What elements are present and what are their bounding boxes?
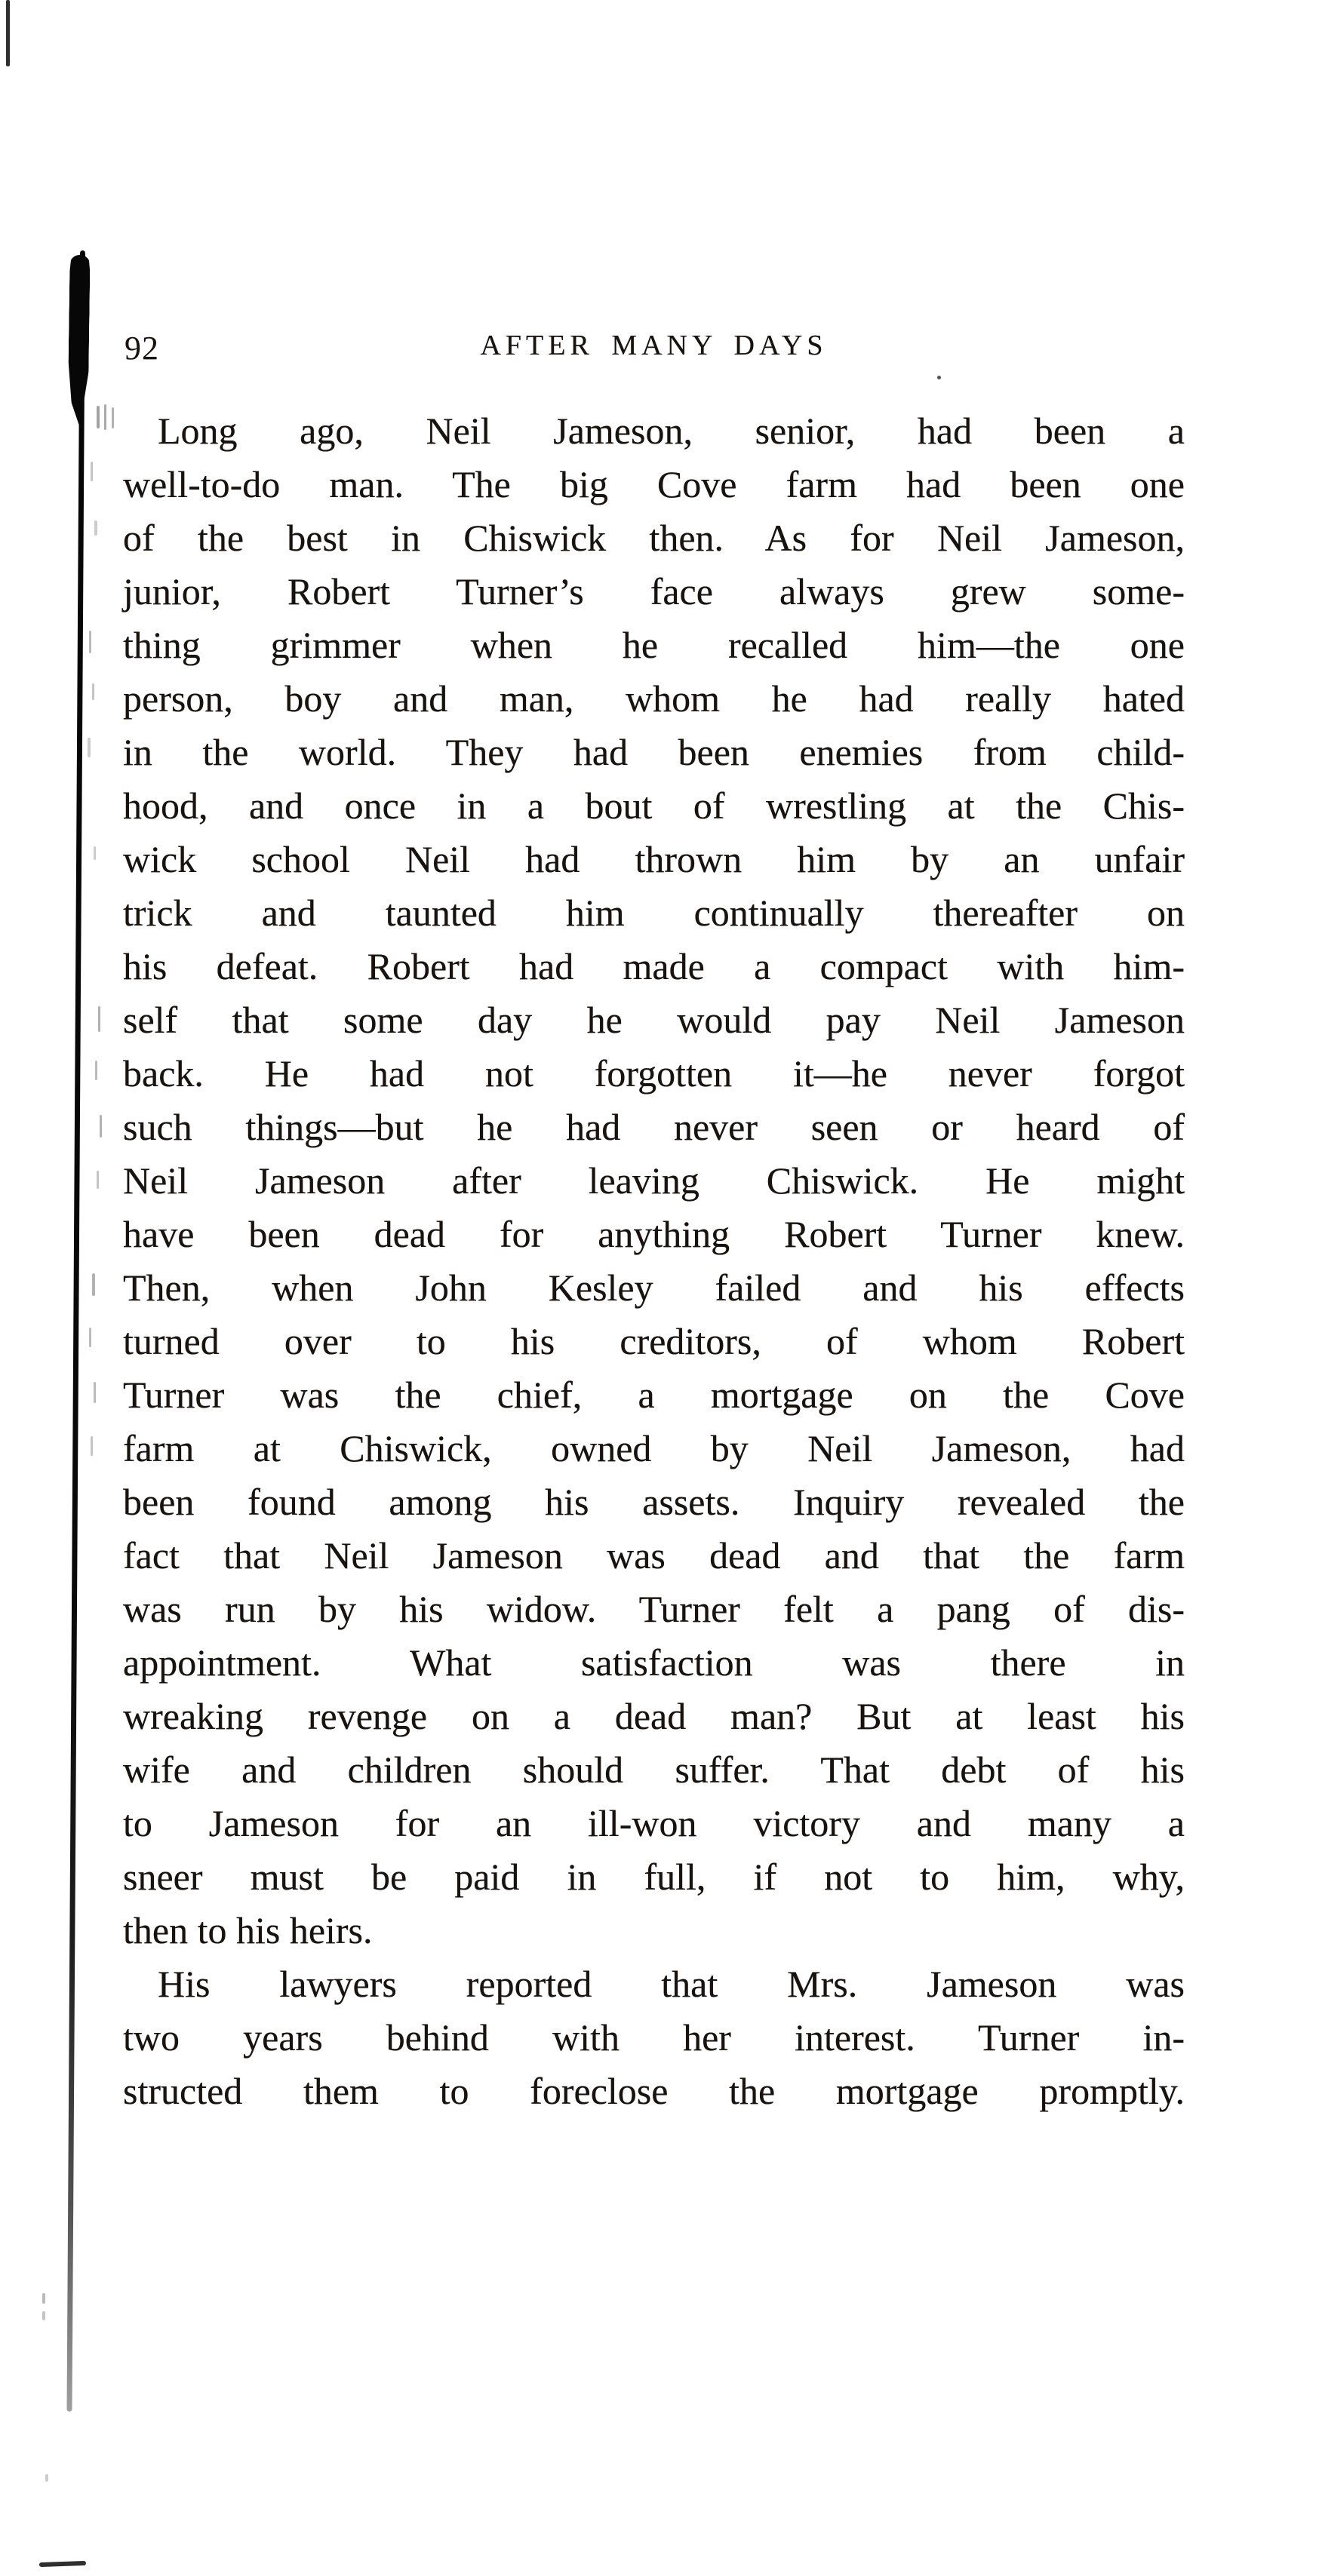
text-line: Neil Jameson after leaving Chiswick. He might bbox=[123, 1159, 1185, 1202]
text-line: in the world. They had been enemies from child- bbox=[123, 731, 1185, 773]
page-header bbox=[123, 329, 1185, 374]
text-line: such things—but he had never seen or heard of bbox=[123, 1106, 1185, 1148]
scan-tick bbox=[42, 2293, 45, 2304]
text-line: person, boy and man, whom he had really hated bbox=[123, 677, 1185, 720]
scan-tick bbox=[97, 406, 100, 428]
scan-tick bbox=[91, 462, 93, 481]
text-line: his defeat. Robert had made a compact with him- bbox=[123, 945, 1185, 987]
page-number: 92 bbox=[125, 330, 159, 367]
scan-tick bbox=[97, 1171, 99, 1189]
text-line: back. He had not forgotten it—he never forgot bbox=[123, 1052, 1185, 1095]
scan-tick bbox=[45, 2474, 48, 2482]
scan-tick bbox=[92, 1273, 95, 1296]
text-line: Long ago, Neil Jameson, senior, had been a bbox=[158, 410, 1185, 452]
text-line: wreaking revenge on a dead man? But at least his bbox=[123, 1695, 1185, 1737]
text-line: turned over to his creditors, of whom Robert bbox=[123, 1320, 1185, 1362]
text-line: structed them to foreclose the mortgage promptly. bbox=[123, 2070, 1185, 2112]
scan-tick bbox=[95, 1061, 97, 1080]
text-line: His lawyers reported that Mrs. Jameson was bbox=[158, 1963, 1185, 2005]
text-line: well-to-do man. The big Cove farm had been one bbox=[123, 463, 1185, 505]
binding-line bbox=[66, 250, 85, 2412]
scan-tick bbox=[94, 1382, 96, 1403]
text-line: to Jameson for an ill-won victory and many a bbox=[123, 1802, 1185, 1844]
text-line: hood, and once in a bout of wrestling at the Chis- bbox=[123, 784, 1185, 827]
scan-tick bbox=[92, 683, 94, 700]
text-line: self that some day he would pay Neil Jameson bbox=[123, 999, 1185, 1041]
scan-tick bbox=[100, 1115, 102, 1138]
scan-noise-dot bbox=[937, 376, 941, 379]
scan-tick bbox=[112, 407, 114, 428]
text-line: trick and taunted him continually thereafter on bbox=[123, 892, 1185, 934]
scan-tick bbox=[89, 631, 91, 653]
scan-mark-top-left bbox=[6, 0, 10, 66]
scan-tick bbox=[104, 404, 106, 430]
text-line: have been dead for anything Robert Turner knew. bbox=[123, 1213, 1185, 1255]
binding-blob bbox=[67, 255, 90, 427]
page-body bbox=[123, 404, 1185, 2118]
text-line: was run by his widow. Turner felt a pang of dis- bbox=[123, 1588, 1185, 1630]
text-line: junior, Robert Turner’s face always grew some- bbox=[123, 570, 1185, 613]
text-line: Then, when John Kesley failed and his effects bbox=[123, 1267, 1185, 1309]
text-line: wick school Neil had thrown him by an unfair bbox=[123, 838, 1185, 880]
text-line: two years behind with her interest. Turner in- bbox=[123, 2016, 1185, 2059]
text-line: appointment. What satisfaction was there in bbox=[123, 1641, 1185, 1684]
text-line: thing grimmer when he recalled him—the one bbox=[123, 624, 1185, 666]
text-line: sneer must be paid in full, if not to him, why, bbox=[123, 1856, 1185, 1898]
paragraph bbox=[123, 404, 1185, 1957]
scan-tick bbox=[94, 846, 96, 860]
scan-tick bbox=[88, 738, 91, 757]
scan-tick bbox=[94, 520, 97, 536]
scan-tick bbox=[91, 1436, 93, 1456]
text-line: Turner was the chief, a mortgage on the Cove bbox=[123, 1374, 1185, 1416]
paragraph bbox=[123, 1957, 1185, 2118]
text-line: been found among his assets. Inquiry revealed the bbox=[123, 1481, 1185, 1523]
text-line: then to his heirs. bbox=[123, 1909, 373, 1951]
text-line: farm at Chiswick, owned by Neil Jameson, had bbox=[123, 1427, 1185, 1469]
scan-tick bbox=[89, 1328, 91, 1347]
text-line: fact that Neil Jameson was dead and that the farm bbox=[123, 1534, 1185, 1577]
running-header-title: AFTER MANY DAYS bbox=[480, 330, 828, 361]
text-line: wife and children should suffer. That debt of his bbox=[123, 1749, 1185, 1791]
scan-tick bbox=[98, 1006, 100, 1032]
scan-mark-bottom bbox=[39, 2561, 86, 2567]
text-line: of the best in Chiswick then. As for Neil Jameson, bbox=[123, 517, 1185, 559]
scan-tick bbox=[42, 2311, 45, 2320]
